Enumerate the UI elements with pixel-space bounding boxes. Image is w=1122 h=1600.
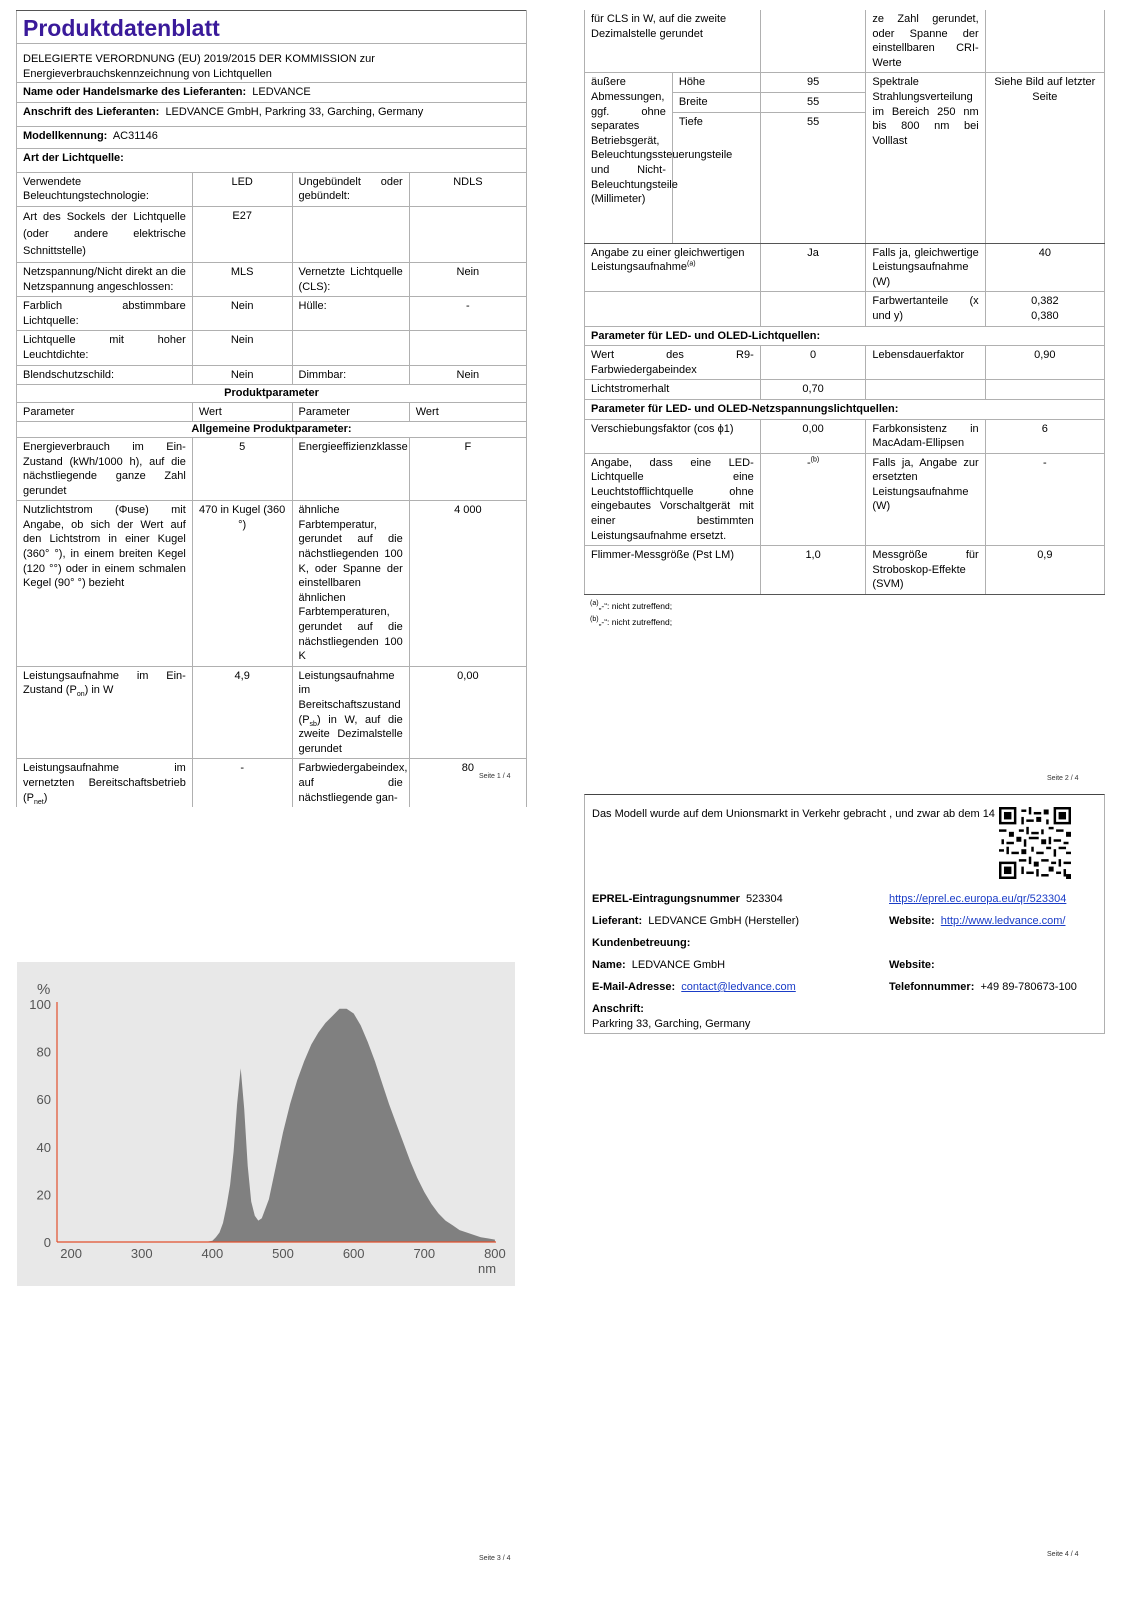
- x-tick-label: 600: [342, 1246, 365, 1261]
- model-row: Modellkennung: AC31146: [17, 126, 527, 148]
- table-row: Netzspannung/Nicht direkt an die Netzspannung angeschlossen: MLS Vernetzte Lichtquelle (CLS): Nein: [17, 262, 527, 296]
- qr-code-icon[interactable]: [999, 807, 1071, 879]
- table-row: Angabe zu einer gleichwertigen Leistungsaufnahme$^{(a)}$ Ja Falls ja, gleichwertige Leistungsaufnahme (W) 40: [585, 243, 1105, 292]
- document-title: Produktdatenblatt: [17, 11, 527, 44]
- led-params-heading: Parameter für LED- und OLED-Lichtquellen:: [585, 326, 1105, 346]
- page-1: [16, 10, 527, 807]
- market-date-text: Das Modell wurde auf dem Unionsmarkt in Verkehr gebracht , und zwar ab dem 14: [592, 808, 995, 820]
- care-name-row: Name: LEDVANCE GmbH: [592, 959, 726, 971]
- product-params-table: [584, 10, 1105, 595]
- customer-care-heading: Kundenbetreuung:: [592, 937, 691, 949]
- product-params-heading: Produktparameter: [17, 385, 527, 403]
- x-tick-label: 800: [484, 1246, 506, 1261]
- table-row: Wert des R9-Farbwiedergabeindex 0 Lebensdauerfaktor 0,90: [585, 346, 1105, 380]
- y-tick-label: 0: [43, 1235, 51, 1250]
- email-label: E-Mail-Adresse:: [592, 981, 676, 993]
- eprel-row: EPREL-Eintragungsnummer 523304: [592, 893, 783, 905]
- regulation-text: DELEGIERTE VERORDNUNG (EU) 2019/2015 DER KOMMISSION zur Energieverbrauchskennzeichnung von Lichtquellen: [17, 44, 527, 83]
- product-sheet-header: [16, 10, 527, 807]
- table-row: Tiefe 55: [585, 112, 1105, 243]
- table-row: Blendschutzschild: Nein Dimmbar: Nein: [17, 365, 527, 385]
- eprel-link[interactable]: https://eprel.ec.europa.eu/qr/523304: [889, 893, 1067, 905]
- y-tick-label: 20: [36, 1187, 51, 1203]
- care-website-label: Website:: [889, 959, 935, 971]
- table-row: Energieverbrauch im Ein-Zustand (kWh/1000 h), auf die nächstliegende ganze Zahl gerundet 5 Energieeffizienzklasse F: [17, 437, 527, 500]
- supplier-name-row: Name oder Handelsmarke des Lieferanten: LEDVANCE: [17, 83, 527, 103]
- page-number: Seite 2 / 4: [1047, 775, 1079, 782]
- table-row: Breite 55: [585, 92, 1105, 112]
- table-row: Farbwertanteile (x und y) 0,382 0,380: [585, 292, 1105, 326]
- x-tick-label: 400: [201, 1246, 224, 1261]
- page-number: Seite 1 / 4: [479, 773, 511, 780]
- page-number: Seite 3 / 4: [479, 1555, 511, 1562]
- address-value: Parkring 33, Garching, Germany: [592, 1018, 751, 1030]
- y-tick-label: 80: [36, 1044, 51, 1060]
- website-link[interactable]: http://www.ledvance.com/: [940, 915, 1066, 927]
- table-row: Verschiebungsfaktor (cos ϕ1) 0,00 Farbkonsistenz in MacAdam-Ellipsen 6: [585, 419, 1105, 453]
- phone-row: Telefonnummer: +49 89-780673-100: [889, 981, 1077, 993]
- table-row: Angabe, dass eine LED-Lichtquelle eine Leuchtstofflichtquelle ohne eingebautes Vorschaltgerät mit einer bestimmten Leistungsaufnahme ersetzt. -$^{(b)}$ Falls ja, Angabe zur ersetzten Leistungsaufnahme (W) -: [585, 453, 1105, 546]
- x-tick-label: 700: [413, 1246, 436, 1261]
- address-label: Anschrift:: [592, 1003, 644, 1015]
- column-header-row: Parameter Wert Parameter Wert: [17, 402, 527, 422]
- x-axis-label: nm: [478, 1261, 497, 1276]
- website-label: Website:: [889, 915, 935, 927]
- y-tick-label: 60: [36, 1092, 51, 1108]
- x-tick-label: 500: [272, 1246, 294, 1261]
- spectrum-area: [198, 1009, 495, 1242]
- source-type-heading: Art der Lichtquelle:: [17, 148, 527, 172]
- page-4: [584, 794, 1105, 1034]
- spectral-distribution-chart: [17, 962, 515, 1286]
- y-axis-label: %: [37, 981, 51, 998]
- table-row: Farblich abstimmbare Lichtquelle: Nein Hülle: -: [17, 297, 527, 331]
- table-row: Art des Sockels der Lichtquelle (oder andere elektrische Schnittstelle) E27: [17, 206, 527, 262]
- y-tick-label: 40: [36, 1139, 51, 1155]
- table-row: Leistungsaufnahme im vernetzten Bereitschaftsbetrieb $(P_{net})$ - Farbwiedergabeindex, auf die nächstliegende gan- 80: [17, 759, 527, 807]
- email-link[interactable]: contact@ledvance.com: [681, 981, 796, 993]
- table-row: Lichtquelle mit hoher Leuchtdichte: Nein: [17, 331, 527, 365]
- table-row: Verwendete Beleuchtungstechnologie: LED Ungebündelt oder gebündelt: NDLS: [17, 172, 527, 206]
- spectrum-plot: [17, 962, 515, 1286]
- footnote-b: $^{(b)}$„-“: nicht zutreffend;: [590, 616, 673, 628]
- page-2: [584, 10, 1105, 630]
- supplier-row: Lieferant: LEDVANCE GmbH (Hersteller): [592, 915, 800, 927]
- led-mains-params-heading: Parameter für LED- und OLED-Netzspannungslichtquellen:: [585, 399, 1105, 419]
- y-tick-label: 100: [29, 997, 51, 1012]
- page-number: Seite 4 / 4: [1047, 1551, 1079, 1558]
- footnote-a: $^{(a)}$„-“: nicht zutreffend;: [590, 600, 673, 612]
- table-row: Leistungsaufnahme im Ein-Zustand $(P_{on})$ in W 4,9 Leistungsaufnahme im Bereitschaftszustand $(P_{sb})$ in W, auf die zweite Dezimalstelle gerundet 0,00: [17, 666, 527, 759]
- table-row: Flimmer-Messgröße (Pst LM) 1,0 Messgröße für Stroboskop-Effekte (SVM) 0,9: [585, 546, 1105, 595]
- table-row: für CLS in W, auf die zweite Dezimalstelle gerundet ze Zahl gerundet, oder Spanne der einstellbaren CRI-Werte: [585, 10, 1105, 73]
- x-tick-label: 300: [130, 1246, 153, 1261]
- eprel-info-box: [584, 794, 1105, 1034]
- spectrum-series: [198, 1009, 495, 1242]
- table-row: äußere Abmessungen, ggf. ohne separates Betriebsgerät, Beleuchtungssteuerungsteile und Nicht-Beleuchtungsteile (Millimeter) Höhe 95 Spektrale Strahlungsverteilung im Bereich 250 nm bis 800 nm bei Volllast Siehe Bild auf letzter Seite: [585, 73, 1105, 93]
- x-tick-label: 200: [60, 1246, 82, 1261]
- general-params-heading: Allgemeine Produktparameter:: [17, 422, 527, 438]
- supplier-address-row: Anschrift des Lieferanten: LEDVANCE GmbH, Parkring 33, Garching, Germany: [17, 102, 527, 126]
- table-row: Lichtstromerhalt 0,70: [585, 380, 1105, 400]
- table-row: Nutzlichtstrom (Φuse) mit Angabe, ob sich der Wert auf den Lichtstrom in einer Kugel (360° °), in einem breiten Kegel (120 °°) oder in einem schmalen Kegel (90° °) bezieht 470 in Kugel (360 °) ähnliche Farbtemperatur, gerundet auf die nächstliegenden 100 K, oder Spanne der einstellbaren ähnlichen Farbtemperaturen, gerundet auf die nächstliegenden 100 K 4 000: [17, 501, 527, 667]
